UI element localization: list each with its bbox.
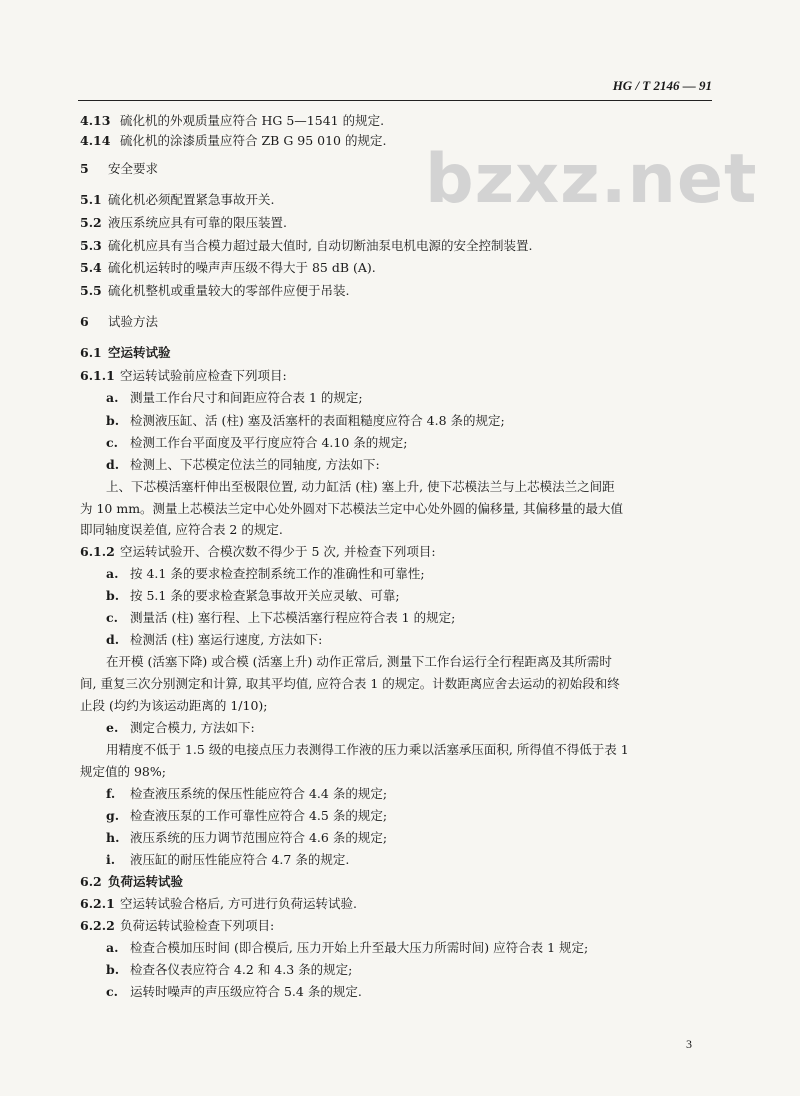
text-line [80, 367, 287, 385]
clause-text: 上、下芯模活塞杆伸出至极限位置, 动力缸活 (柱) 塞上升, 使下芯模法兰与上芯模法兰之间距 [106, 479, 615, 494]
clause-number: 5.4 [80, 260, 102, 275]
clause-text: 检查合模加压时间 (即合模后, 压力开始上升至最大压力所需时间) 应符合表 1 规定; [130, 940, 589, 955]
clause-text: 硫化机的涂漆质量应符合 ZB G 95 010 的规定. [120, 133, 387, 148]
clause-text: 为 10 mm。测量上芯模法兰定中心处外圆对下芯模法兰定中心处外圆的偏移量, 其偏移量的最大值 [80, 501, 624, 516]
clause-text: 检查液压系统的保压性能应符合 4.4 条的规定; [130, 786, 388, 801]
text-line [106, 807, 387, 825]
clause-text: 即同轴度误差值, 应符合表 2 的规定. [80, 522, 283, 537]
clause-number: 6.1.2 [80, 544, 115, 559]
text-line [80, 237, 532, 255]
clause-number: 5.3 [80, 238, 102, 253]
text-line [80, 873, 183, 891]
clause-number: a. [106, 390, 119, 405]
clause-text: 空运转试验 [108, 345, 171, 360]
text-line [80, 763, 166, 781]
text-line [106, 434, 408, 452]
page-number: 3 [686, 1037, 692, 1051]
clause-text: 硫化机运转时的噪声声压级不得大于 85 dB (A). [108, 260, 376, 275]
clause-number: i. [106, 852, 116, 867]
clause-number: a. [106, 566, 119, 581]
text-line [80, 112, 384, 130]
clause-number: c. [106, 610, 118, 625]
clause-text: 空运转试验开、合模次数不得少于 5 次, 并检查下列项目: [120, 544, 436, 559]
text-line [106, 412, 505, 430]
text-line [106, 741, 629, 759]
page-header: HG / T 2146 — 91 [612, 78, 712, 93]
clause-number: 5.1 [80, 192, 102, 207]
text-line [80, 214, 287, 232]
clause-text: 止段 (均约为该运动距离的 1/10); [80, 698, 268, 713]
text-line [80, 543, 436, 561]
text-line [106, 565, 425, 583]
clause-text: 硫化机应具有当合模力超过最大值时, 自动切断油泵电机电源的安全控制装置. [108, 238, 533, 253]
clause-text: 安全要求 [108, 161, 159, 176]
clause-number: b. [106, 962, 120, 977]
clause-number: b. [106, 588, 120, 603]
text-line [80, 282, 349, 300]
text-line [106, 961, 352, 979]
clause-text: 液压系统的压力调节范围应符合 4.6 条的规定; [130, 830, 388, 845]
clause-text: 空运转试验合格后, 方可进行负荷运转试验. [120, 896, 357, 911]
clause-number: 6.1 [80, 345, 102, 360]
text-line [106, 719, 255, 737]
text-line [80, 521, 283, 539]
text-line [106, 587, 400, 605]
header-rule [78, 100, 712, 101]
text-line [106, 389, 363, 407]
clause-text: 间, 重复三次分别测定和计算, 取其平均值, 应符合表 1 的规定。计数距离应舍去运动的初始段和终 [80, 676, 620, 691]
clause-text: 液压系统应具有可靠的限压装置. [108, 215, 287, 230]
clause-text: 硫化机整机或重量较大的零部件应便于吊装. [108, 283, 350, 298]
text-line [106, 939, 588, 957]
clause-text: 按 5.1 条的要求检查紧急事故开关应灵敏、可靠; [130, 588, 400, 603]
clause-text: 在开模 (活塞下降) 或合模 (活塞上升) 动作正常后, 测量下工作台运行全行程距离及其所需时 [106, 654, 612, 669]
clause-number: 6.1.1 [80, 368, 115, 383]
text-line [106, 653, 612, 671]
text-line [106, 609, 455, 627]
clause-text: 负荷运转试验检查下列项目: [120, 918, 275, 933]
clause-text: 检测工作台平面度及平行度应符合 4.10 条的规定; [130, 435, 408, 450]
text-line [106, 631, 322, 649]
clause-text: 检查液压泵的工作可靠性应符合 4.5 条的规定; [130, 808, 388, 823]
text-line [80, 132, 386, 150]
text-line [106, 829, 387, 847]
clause-number: c. [106, 435, 118, 450]
clause-text: 检测上、下芯模定位法兰的同轴度, 方法如下: [130, 457, 380, 472]
clause-text: 检测液压缸、活 (柱) 塞及活塞杆的表面粗糙度应符合 4.8 条的规定; [130, 413, 505, 428]
clause-text: 硫化机必须配置紧急事故开关. [108, 192, 275, 207]
clause-text: 负荷运转试验 [108, 874, 184, 889]
clause-number: d. [106, 632, 120, 647]
clause-number: h. [106, 830, 120, 845]
watermark: bzxz.net [425, 140, 758, 219]
clause-text: 液压缸的耐压性能应符合 4.7 条的规定. [130, 852, 350, 867]
clause-number: b. [106, 413, 120, 428]
clause-number: g. [106, 808, 120, 823]
text-line [80, 160, 158, 178]
text-line [106, 456, 380, 474]
clause-text: 硫化机的外观质量应符合 HG 5—1541 的规定. [120, 113, 385, 128]
clause-number: 5.5 [80, 283, 102, 298]
clause-number: 5 [80, 161, 89, 176]
text-line [80, 259, 376, 277]
text-line [80, 191, 274, 209]
clause-text: 按 4.1 条的要求检查控制系统工作的准确性和可靠性; [130, 566, 425, 581]
clause-number: e. [106, 720, 119, 735]
clause-number: 6.2.2 [80, 918, 115, 933]
clause-number: 6.2.1 [80, 896, 115, 911]
clause-number: a. [106, 940, 119, 955]
clause-text: 检测活 (柱) 塞运行速度, 方法如下: [130, 632, 323, 647]
text-line [80, 895, 357, 913]
clause-text: 测量活 (柱) 塞行程、上下芯模活塞行程应符合表 1 的规定; [130, 610, 456, 625]
text-line [80, 344, 171, 362]
clause-text: 检查各仪表应符合 4.2 和 4.3 条的规定; [130, 962, 353, 977]
clause-number: 5.2 [80, 215, 102, 230]
clause-text: 运转时噪声的声压级应符合 5.4 条的规定. [130, 984, 362, 999]
clause-text: 用精度不低于 1.5 级的电接点压力表测得工作液的压力乘以活塞承压面积, 所得值不得低于表 1 [106, 742, 629, 757]
text-line [80, 675, 620, 693]
clause-number: f. [106, 786, 116, 801]
text-line [80, 313, 158, 331]
clause-number: 6 [80, 314, 89, 329]
text-line [80, 697, 267, 715]
clause-number: c. [106, 984, 118, 999]
clause-number: d. [106, 457, 120, 472]
text-line [80, 917, 274, 935]
clause-text: 测定合模力, 方法如下: [130, 720, 255, 735]
clause-text: 规定值的 98%; [80, 764, 166, 779]
clause-number: 4.13 [80, 113, 111, 128]
text-line [106, 478, 615, 496]
text-line [106, 983, 362, 1001]
text-line [80, 500, 623, 518]
text-line [106, 851, 349, 869]
clause-text: 试验方法 [108, 314, 159, 329]
clause-text: 空运转试验前应检查下列项目: [120, 368, 287, 383]
text-line [106, 785, 387, 803]
clause-number: 4.14 [80, 133, 111, 148]
clause-text: 测量工作台尺寸和间距应符合表 1 的规定; [130, 390, 363, 405]
clause-number: 6.2 [80, 874, 102, 889]
